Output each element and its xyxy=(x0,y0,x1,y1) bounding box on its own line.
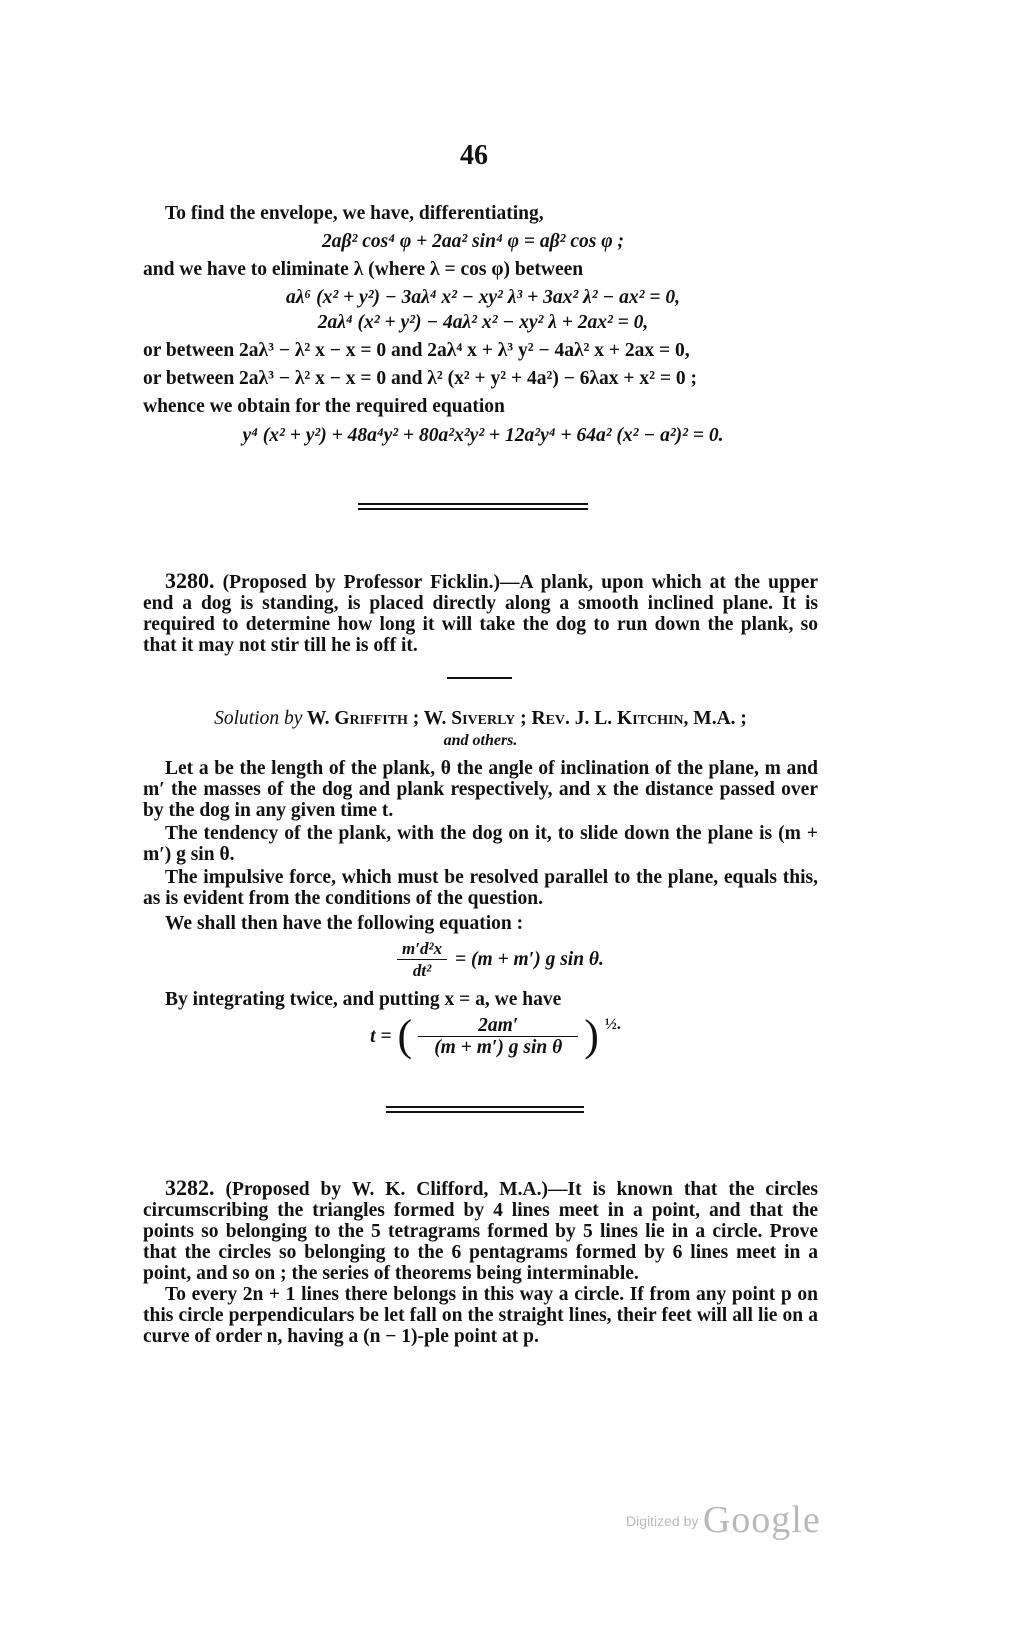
short-rule xyxy=(447,677,512,679)
solution-label: Solution by xyxy=(214,708,303,729)
envelope-section xyxy=(143,203,823,446)
fraction-numerator: m′d²x xyxy=(401,939,443,958)
or-between-line-2: or between 2aλ³ − λ² x − x = 0 and λ² (x² + y² + 4a²) − 6λax + x² = 0 ; xyxy=(143,368,697,389)
section-divider xyxy=(358,503,588,510)
whence-line: whence we obtain for the required equation xyxy=(143,396,505,417)
solution-paragraph: The tendency of the plank, with the dog on it, to slide down the plane is (m + m′) g sin θ. xyxy=(143,823,818,865)
watermark-small: Digitized by xyxy=(626,1513,699,1529)
solution-authors: W. Griffith ; W. Siverly ; Rev. J. L. Kitchin, M.A. ; xyxy=(302,708,747,729)
question-number: 3280. xyxy=(165,568,215,593)
question-number: 3282. xyxy=(165,1175,215,1200)
question-3280 xyxy=(143,570,818,656)
solution-byline xyxy=(143,708,818,751)
equation-1: 2aβ² cos⁴ φ + 2aa² sin⁴ φ = aβ² cos φ ; xyxy=(322,231,624,252)
equation-rhs: = (m + m′) g sin θ. xyxy=(455,949,604,970)
question-text: (Proposed by W. K. Clifford, M.A.)—It is known that the circles circumscribing the triangles formed by 4 lines meet in a point, and that the points so belonging to the 5 tetragrams formed by 5 lines lie in a circle. Prove that the circles so belonging to the 6 pentagrams formed by 6 lines meet in a point, and so on ; the series of theorems being interminable. xyxy=(143,1179,818,1284)
question-3282 xyxy=(143,1177,818,1347)
section-divider xyxy=(386,1106,584,1113)
solution-paragraph: By integrating twice, and putting x = a, we have xyxy=(165,989,562,1010)
google-watermark xyxy=(626,1498,821,1542)
exponent: ½. xyxy=(604,1016,621,1033)
fraction-numerator: 2am′ xyxy=(478,1014,519,1036)
google-logo: Google xyxy=(702,1499,821,1541)
question-paragraph: To every 2n + 1 lines there belongs in this way a circle. If from any point p on this circle perpendiculars be let fall on the straight lines, their feet will all lie on a curve of order n, having a (n − 1)-ple point at p. xyxy=(143,1284,818,1347)
question-text: (Proposed by Professor Ficklin.)—A plank, upon which at the upper end a dog is standing, is placed directly along a smooth inclined plane. It is required to determine how long it will take the dog to run down the plank, so that it may not stir till he is off it. xyxy=(143,572,818,656)
solution-others: and others. xyxy=(443,732,518,749)
page-number: 46 xyxy=(460,140,488,171)
solution-paragraph: The impulsive force, which must be resolved parallel to the plane, equals this, as is evident from the conditions of the question. xyxy=(143,867,818,909)
or-between-line-1: or between 2aλ³ − λ² x − x = 0 and 2aλ⁴ x + λ³ y² − 4aλ² x + 2ax = 0, xyxy=(143,340,690,361)
equation-4: y⁴ (x² + y²) + 48a⁴y² + 80a²x²y² + 12a²y⁴ + 64a² (x² − a²)² = 0. xyxy=(242,425,724,446)
solution-paragraph: Let a be the length of the plank, θ the angle of inclination of the plane, m and m′ the masses of the dog and plank respectively, and x the distance passed over by the dog in any given time t. xyxy=(143,758,818,821)
equation-lhs: t = xyxy=(370,1025,392,1047)
fraction-denominator: dt² xyxy=(412,961,432,980)
equation-2: aλ⁶ (x² + y²) − 3aλ⁴ x² − xy² λ³ + 3ax² λ² − ax² = 0, xyxy=(286,287,680,308)
solution-paragraph: We shall then have the following equation : xyxy=(165,913,524,934)
envelope-intro: To find the envelope, we have, differentiating, xyxy=(165,203,544,224)
eliminate-line: and we have to eliminate λ (where λ = cos φ) between xyxy=(143,259,584,280)
equation-motion xyxy=(143,938,818,981)
equation-3: 2aλ⁴ (x² + y²) − 4aλ² x² − xy² λ + 2ax² = 0, xyxy=(317,312,649,333)
equation-time: t = ( 2am′ (m + m′) g sin θ ) ½. xyxy=(370,1011,621,1060)
fraction-denominator: (m + m′) g sin θ xyxy=(434,1036,563,1058)
solution-body xyxy=(143,758,818,1058)
